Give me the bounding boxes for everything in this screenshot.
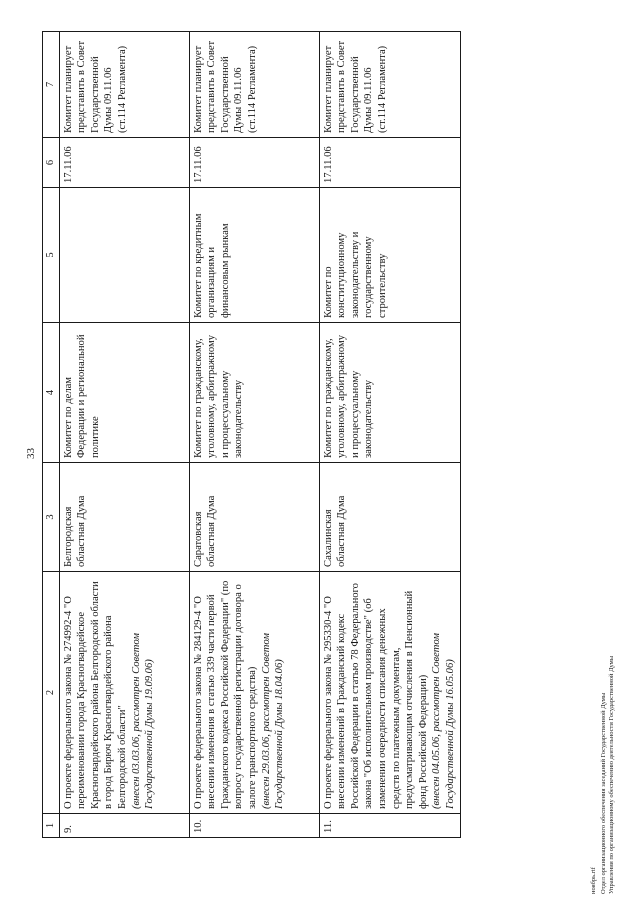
table-row (59, 32, 189, 838)
row-number: 9. (59, 814, 189, 838)
col-header-5: 5 (43, 188, 60, 323)
initiator-cell: Саратовская областная Дума (189, 463, 319, 572)
bill-title: О проекте федерального закона № 295330-4 "О внесении изменений в Гражданский кодекс Российской Федерации в статью 78 Федерального закона "Об исполнительном производстве" (об изменении очередности списания денежных средств по платежным документам, предусматривающим отчисления в Пенсионный фонд Российской Федерации) (322, 583, 429, 809)
page-footer (590, 656, 617, 894)
footer-directorate: Управления по организационному обеспечению деятельности Государственной Думы (608, 655, 615, 894)
bill-title: О проекте федерального закона № 274992-4 "О переименовании города Красногвардейское Красногвардейского района Белгородской области в город Бирюч Красногвардейского района Белгородской области" (62, 581, 128, 809)
bill-note: (внесен 04.05.06, рассмотрен Советом Государственной Думы 16.05.06) (431, 633, 456, 809)
bill-note: (внесен 03.03.06, рассмотрен Советом Государственной Думы 19.09.06) (130, 633, 156, 809)
footer-department: Отдел организационного обеспечения заседаний Государственной Думы (599, 692, 607, 894)
date-cell: 17.11.06 (59, 138, 189, 188)
col-header-1: 1 (43, 814, 60, 838)
responsible-committee-cell: Комитет по делам Федерации и региональной политике (59, 323, 189, 463)
col-header-2: 2 (43, 572, 60, 814)
initiator-cell: Сахалинская областная Дума (319, 463, 460, 572)
responsible-committee-cell: Комитет по гражданскому, уголовному, арбитражному и процессуальному законодательству (319, 323, 460, 463)
bill-cell (319, 572, 460, 814)
col-header-6: 6 (43, 138, 60, 188)
date-cell: 17.11.06 (319, 138, 460, 188)
header-row (43, 32, 60, 838)
co-committee-cell: Комитет по кредитным организациям и финансовым рынкам (189, 188, 319, 323)
bill-cell (59, 572, 189, 814)
date-cell: 17.11.06 (189, 138, 319, 188)
page-number: 33 (25, 448, 37, 459)
co-committee-cell (59, 188, 189, 323)
status-cell: Комитет планирует представить в Совет Государственной Думы 09.11.06 (ст.114 Регламента) (319, 32, 460, 138)
table-row (319, 32, 460, 838)
bills-table (42, 31, 461, 838)
initiator-cell: Белгородская областная Дума (59, 463, 189, 572)
col-header-7: 7 (43, 32, 60, 138)
col-header-3: 3 (43, 463, 60, 572)
row-number: 10. (189, 814, 319, 838)
status-cell: Комитет планирует представить в Совет Государственной Думы 09.11.06 (ст.114 Регламента) (59, 32, 189, 138)
co-committee-cell: Комитет по конституционному законодательству и государственному строительству (319, 188, 460, 323)
bill-note: (внесен 29.03.06, рассмотрен Советом Государственной Думы 18.04.06) (260, 633, 286, 809)
responsible-committee-cell: Комитет по гражданскому, уголовному, арбитражному и процессуальному законодательству (189, 323, 319, 463)
row-number: 11. (319, 814, 460, 838)
table-row (189, 32, 319, 838)
col-header-4: 4 (43, 323, 60, 463)
bill-cell (189, 572, 319, 814)
bill-title: О проекте федерального закона № 284129-4 "О внесении изменения в статью 339 части первой Гражданского кодекса Российской Федерации" (по вопросу государственной регистрации договора о залоге транспортного средства) (192, 580, 258, 809)
status-cell: Комитет планирует представить в Совет Государственной Думы 09.11.06 (ст.114 Регламента) (189, 32, 319, 138)
footer-filename: ноябрь.rtf (590, 867, 597, 894)
